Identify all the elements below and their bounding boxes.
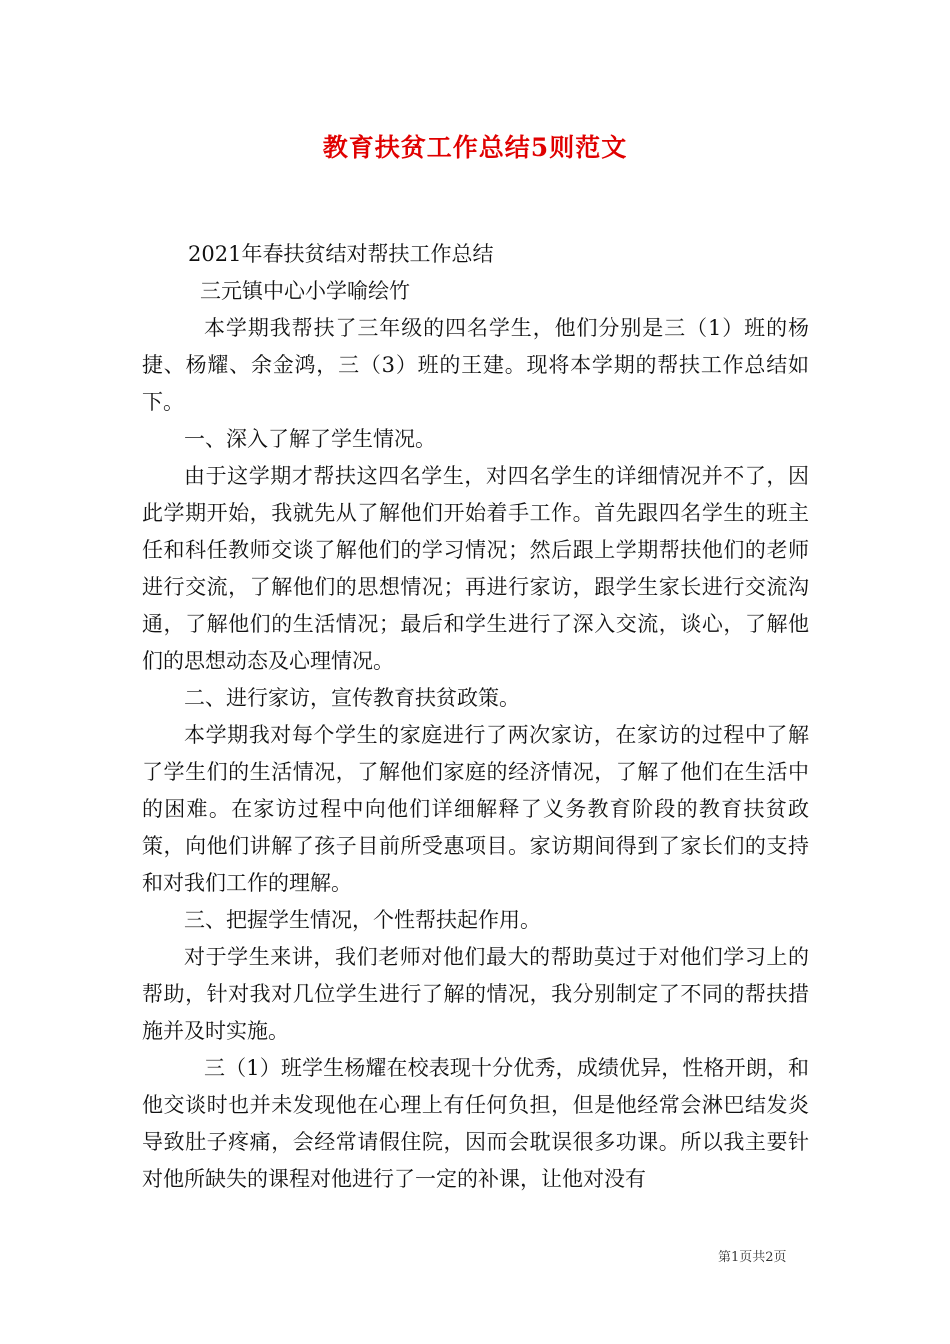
paragraph: 对于学生来讲，我们老师对他们最大的帮助莫过于对他们学习上的帮助，针对我对几位学生进行了解的情况，我分别制定了不同的帮扶措施并及时实施。 — [142, 945, 809, 1043]
section-heading: 二、进行家访，宣传教育扶贫政策。 — [184, 686, 520, 710]
section-heading: 三、把握学生情况，个性帮扶起作用。 — [184, 908, 541, 932]
paragraph: 三（1）班学生杨耀在校表现十分优秀，成绩优异，性格开朗，和他交谈时也并未发现他在心理上有任何负担，但是他经常会淋巴结发炎导致肚子疼痛，会经常请假住院，因而会耽误很多功课。所以我主要针对他所缺失的课程对他进行了一定的补课，让他对没有 — [142, 1056, 809, 1191]
paragraph: 由于这学期才帮扶这四名学生，对四名学生的详细情况并不了，因此学期开始，我就先从了解他们开始着手工作。首先跟四名学生的班主任和科任教师交谈了解他们的学习情况；然后跟上学期帮扶他们的老师进行交流，了解他们的思想情况；再进行家访，跟学生家长进行交流沟通，了解他们的生活情况；最后和学生进行了深入交流，谈心，了解他们的思想动态及心理情况。 — [142, 464, 809, 673]
document-body — [142, 236, 809, 1198]
paragraph: 本学期我对每个学生的家庭进行了两次家访，在家访的过程中了解了学生们的生活情况，了解他们家庭的经济情况，了解了他们在生活中的困难。在家访过程中向他们详细解释了义务教育阶段的教育扶贫政策，向他们讲解了孩子目前所受惠项目。家访期间得到了家长们的支持和对我们工作的理解。 — [142, 723, 809, 895]
paragraph: 本学期我帮扶了三年级的四名学生，他们分别是三（1）班的杨捷、杨耀、余金鸿，三（3）班的王建。现将本学期的帮扶工作总结如下。 — [142, 316, 809, 414]
paragraph: 2021年春扶贫结对帮扶工作总结 — [188, 242, 494, 266]
section-heading: 一、深入了解了学生情况。 — [184, 427, 436, 451]
document-title: 教育扶贫工作总结5则范文 — [322, 133, 628, 162]
page-number: 第1页共2页 — [718, 1250, 787, 1265]
paragraph: 三元镇中心小学喻绘竹 — [200, 279, 410, 303]
